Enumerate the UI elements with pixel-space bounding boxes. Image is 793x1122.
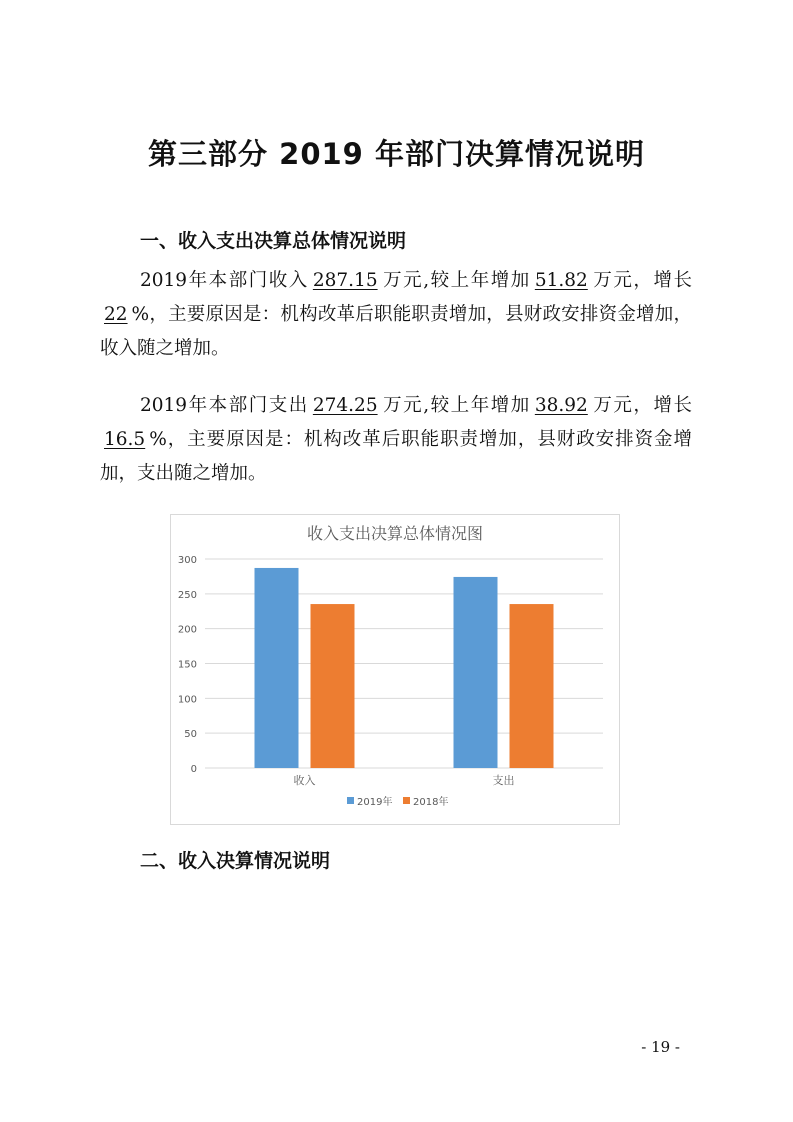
income-increase: 51.82 xyxy=(534,270,588,291)
expense-amount: 274.25 xyxy=(312,395,378,416)
y-tick-label: 50 xyxy=(184,729,197,741)
income-text-3: 万元，增长 xyxy=(591,270,692,291)
legend-swatch xyxy=(403,797,410,804)
page-number: - 19 - xyxy=(641,1038,680,1056)
chart-x-axis xyxy=(294,773,515,787)
expense-increase: 38.92 xyxy=(534,395,588,416)
expense-paragraph xyxy=(100,389,692,491)
chart-title: 收入支出决算总体情况图 xyxy=(306,524,484,543)
expense-text-4: %，主要原因是：机构改革后职能职责增加，县财政安排资金增加，支出随之增加。 xyxy=(100,429,692,484)
page-title: 第三部分 2019 年部门决算情况说明 xyxy=(148,137,645,171)
y-tick-label: 100 xyxy=(177,694,197,706)
income-text-1: 2019年本部门收入 xyxy=(140,270,309,291)
income-text-2: 万元,较上年增加 xyxy=(381,270,531,291)
chart-svg xyxy=(171,515,619,824)
legend-swatch xyxy=(347,797,354,804)
expense-growth: 16.5 xyxy=(104,429,146,450)
y-tick-label: 0 xyxy=(190,764,197,775)
expense-text-2: 万元,较上年增加 xyxy=(381,395,531,416)
x-tick-label: 收入 xyxy=(293,774,316,787)
legend-label: 2019年 xyxy=(357,797,393,808)
income-growth: 22 xyxy=(104,304,128,325)
chart-y-axis xyxy=(178,555,197,775)
chart-bars xyxy=(255,568,554,768)
y-tick-label: 300 xyxy=(177,555,197,566)
expense-text-3: 万元，增长 xyxy=(591,395,692,416)
section-heading-income: 二、收入决算情况说明 xyxy=(140,850,331,872)
bar-2018年-收入 xyxy=(311,604,355,768)
income-paragraph xyxy=(100,264,692,366)
income-text-4: %，主要原因是：机构改革后职能职责增加，县财政安排资金增加，收入随之增加。 xyxy=(100,304,692,359)
bar-2019年-支出 xyxy=(454,577,498,768)
bar-2019年-收入 xyxy=(255,568,299,768)
legend-label: 2018年 xyxy=(413,797,449,808)
chart-legend xyxy=(347,795,448,808)
income-amount: 287.15 xyxy=(312,270,378,291)
y-tick-label: 250 xyxy=(177,589,197,601)
x-tick-label: 支出 xyxy=(492,774,515,787)
bar-2018年-支出 xyxy=(510,604,554,768)
section-heading-overview: 一、收入支出决算总体情况说明 xyxy=(140,230,407,252)
income-expense-chart xyxy=(170,514,620,825)
expense-text-1: 2019年本部门支出 xyxy=(140,395,309,416)
y-tick-label: 200 xyxy=(177,624,197,636)
y-tick-label: 150 xyxy=(177,659,197,671)
